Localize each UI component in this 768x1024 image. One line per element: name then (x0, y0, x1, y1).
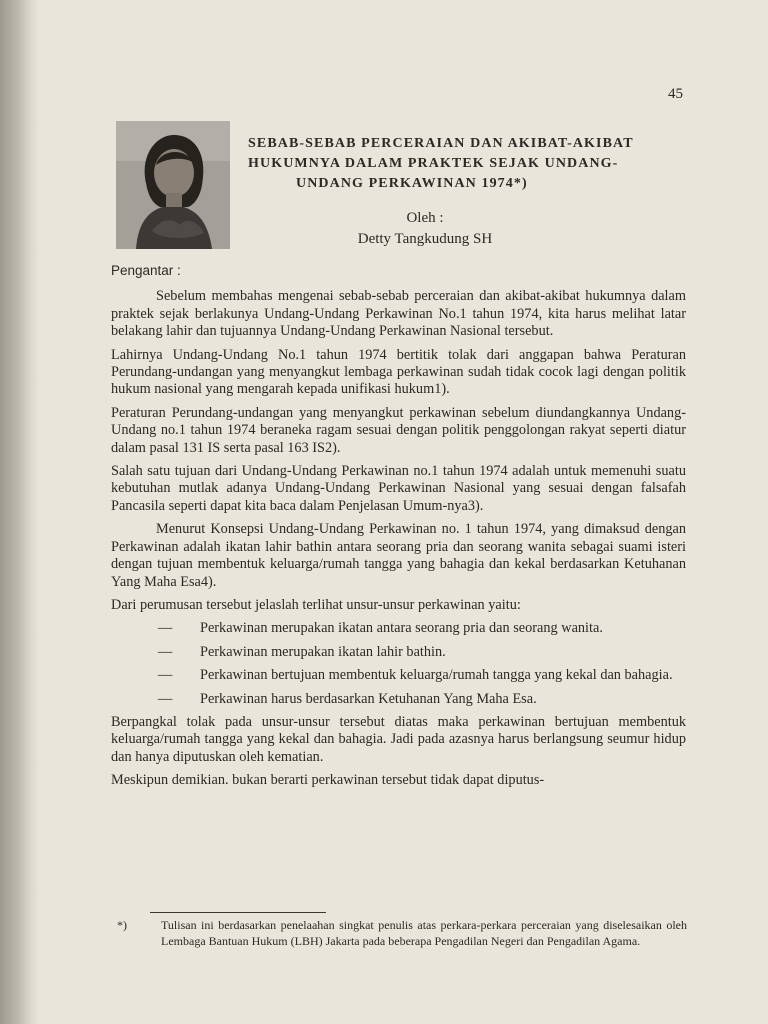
paragraph-2: Lahirnya Undang-Undang No.1 tahun 1974 bertitik tolak dari anggapan bahwa Peraturan Perundang-undangan yang menyangkut lembaga perkawinan sudah tidak cocok lagi dengan politik hukum nasional yang mengarah kepada unifikasi hukum1). (111, 346, 686, 398)
book-spine-shadow (0, 0, 40, 1024)
footnote-text: Tulisan ini berdasarkan penelaahan singkat penulis atas perkara-perkara perceraian yang diselesaikan oleh Lembaga Bantuan Hukum (LBH) Jakarta pada beberapa Pengadilan Negeri dan Pengadilan Agama. (161, 918, 687, 948)
list-item-text: Perkawinan merupakan ikatan lahir bathin. (200, 643, 446, 660)
byline (300, 208, 550, 250)
paragraph-3: Peraturan Perundang-undangan yang menyangkut perkawinan sebelum diundangkannya Undang-Undang no.1 tahun 1974 beraneka ragam sesuai dengan politik penggolongan rakyat seperti diatur dalam pasal 131 IS serta pasal 163 IS2). (111, 404, 686, 456)
list-dash: — (158, 667, 173, 684)
section-heading: Pengantar : (111, 263, 181, 278)
article-title (248, 134, 688, 194)
title-line-1: SEBAB-SEBAB PERCERAIAN DAN AKIBAT-AKIBAT (248, 136, 634, 151)
list-item-text: Perkawinan merupakan ikatan antara seorang pria dan seorang wanita. (200, 620, 603, 637)
list-dash: — (158, 620, 173, 637)
paragraph-8: Meskipun demikian. bukan berarti perkawinan tersebut tidak dapat diputus- (111, 772, 545, 789)
paragraph-7: Berpangkal tolak pada unsur-unsur tersebut diatas maka perkawinan bertujuan membentuk keluarga/rumah tangga yang kekal dan bahagia. Jadi pada azasnya harus berlangsung seumur hidup dan hanya diputuskan oleh kematian. (111, 713, 686, 765)
article-body (111, 262, 686, 796)
paragraph-5: Menurut Konsepsi Undang-Undang Perkawinan no. 1 tahun 1974, yang dimaksud dengan Perkawinan adalah ikatan lahir bathin antara seorang pria dan seorang wanita sebagai suami isteri dengan tujuan membentuk keluarga/rumah tangga yang bahagia dan kekal berdasarkan Ketuhanan Yang Maha Esa4). (111, 521, 686, 590)
paragraph-1: Sebelum membahas mengenai sebab-sebab perceraian dan akibat-akibat hukumnya dalam praktek sejak berlakunya Undang-Undang Perkawinan No.1 tahun 1974, kita harus melihat latar belakang lahir dan tujuannya Undang-Undang Perkawinan Nasional tersebut. (111, 288, 686, 340)
portrait-photo-icon (116, 121, 230, 249)
byline-label: Oleh : (406, 210, 444, 226)
list-item (111, 667, 686, 684)
footnote-divider (150, 912, 326, 913)
author-name: Detty Tangkudung SH (357, 231, 493, 247)
list-item-text: Perkawinan harus berdasarkan Ketuhanan Yang Maha Esa. (200, 690, 537, 707)
title-line-2: HUKUMNYA DALAM PRAKTEK SEJAK UNDANG- (248, 156, 619, 171)
list-item (111, 620, 686, 637)
footnote (117, 918, 687, 949)
list-item-text: Perkawinan bertujuan membentuk keluarga/rumah tangga yang kekal dan bahagia. (200, 667, 673, 684)
author-photo (116, 121, 230, 249)
list-item (111, 644, 686, 661)
element-list (111, 620, 686, 708)
footnote-mark: *) (117, 918, 127, 932)
list-dash: — (158, 643, 173, 660)
page-number: 45 (668, 86, 683, 102)
title-line-3: UNDANG PERKAWINAN 1974*) (296, 176, 528, 191)
list-dash: — (158, 690, 173, 707)
paragraph-6: Dari perumusan tersebut jelaslah terlihat unsur-unsur perkawinan yaitu: (111, 596, 521, 613)
paragraph-4: Salah satu tujuan dari Undang-Undang Perkawinan no.1 tahun 1974 adalah untuk memenuhi suatu kebutuhan mutlak adanya Undang-Undang Perkawinan Nasional yang sesuai dengan falsafah Pancasila seperti dapat kita baca dalam Penjelasan Umum-nya3). (111, 463, 686, 514)
list-item (111, 691, 686, 708)
